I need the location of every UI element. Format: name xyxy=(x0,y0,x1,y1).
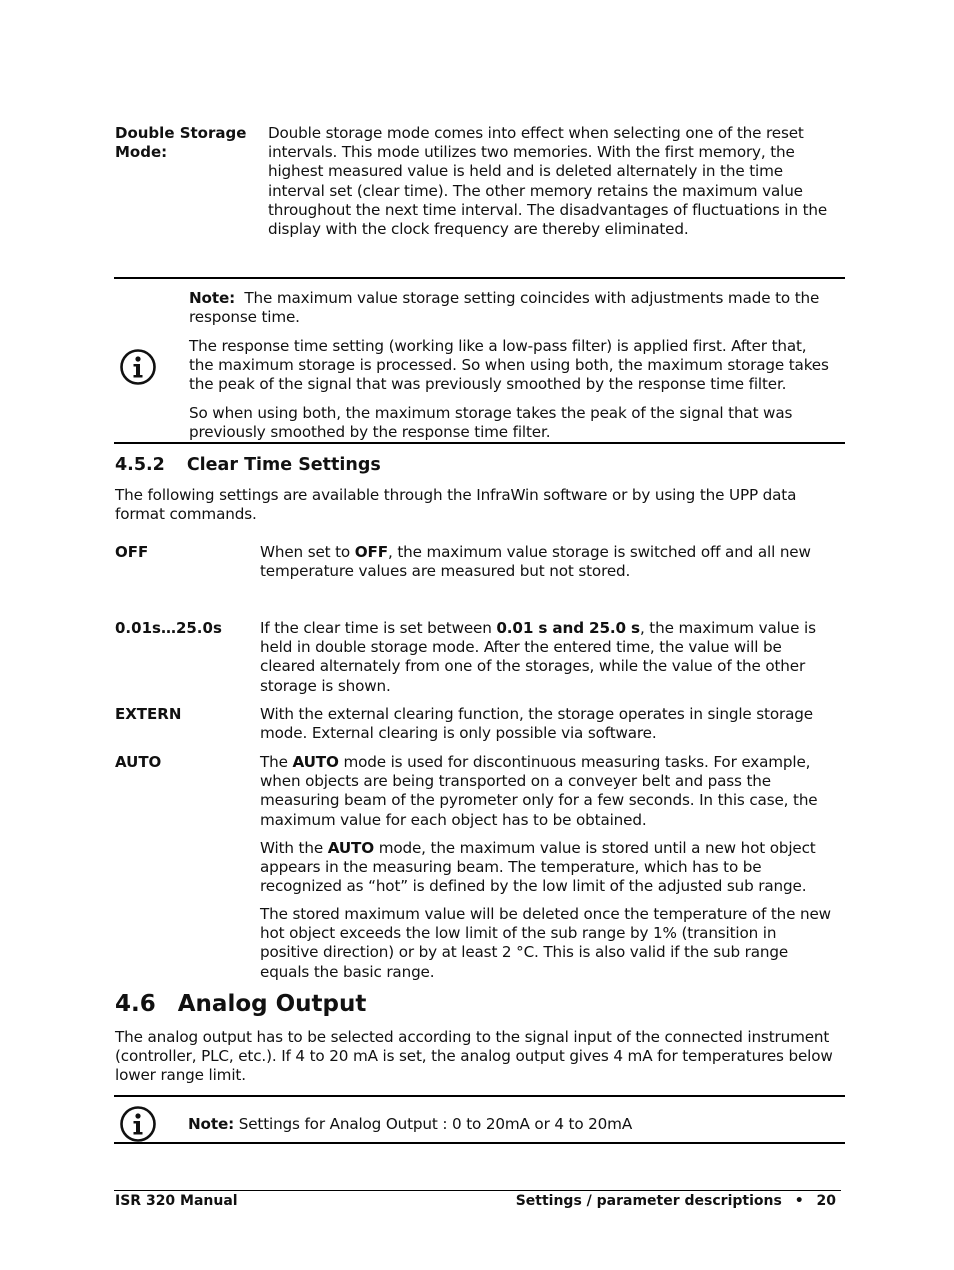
text-bold: 0.01 s and 25.0 s xyxy=(496,619,640,637)
analog-intro: The analog output has to be selected according to the signal input of the connected instrument (controller, PLC, etc.). If 4 to 20 mA is set, the analog output gives 4 mA for temperatures below lower range limit. xyxy=(115,1028,833,1085)
note-text-1: The maximum value storage setting coincides with adjustments made to the response time. xyxy=(189,289,820,327)
note-top-rule xyxy=(114,277,845,279)
section-heading-4-6 xyxy=(115,991,366,1017)
footer-bullet: • xyxy=(794,1193,804,1209)
setting-desc-auto-2 xyxy=(260,839,838,897)
setting-desc-extern: With the external clearing function, the storage operates in single storage mode. External clearing is only possible via software. xyxy=(260,705,813,743)
text: mode, the maximum value is stored until a new hot object appears in the measuring beam. The temperature, which has to be recognized as “hot” is defined by the low limit of the adjusted sub range. xyxy=(260,839,816,896)
setting-desc-range xyxy=(260,619,838,696)
text: With the xyxy=(260,839,328,857)
setting-desc-off xyxy=(260,543,838,581)
section-number: 4.5.2 xyxy=(115,455,165,475)
footer-section-page xyxy=(516,1193,836,1209)
section-intro: The following settings are available through the InfraWin software or by using the UPP data format commands. xyxy=(115,486,797,524)
info-icon xyxy=(119,348,157,386)
double-storage-text: Double storage mode comes into effect when selecting one of the reset intervals. This mode utilizes two memories. With the first memory, the highest measured value is held and is deleted alternately in the time interval set (clear time). The other memory retains the maximum value throughout the next time interval. The disadvantages of fluctuations in the display with the clock frequency are thereby eliminated. xyxy=(268,124,828,239)
footer-rule xyxy=(114,1190,841,1191)
note-label: Note: xyxy=(189,289,236,307)
text: mode is used for discontinuous measuring tasks. For example, when objects are being transported on a conveyer belt and pass the measuring beam of the pyrometer only for a few seconds. In this case, the maximum value for each object has to be obtained. xyxy=(260,753,818,829)
text-bold: AUTO xyxy=(327,839,375,857)
setting-term-auto: AUTO xyxy=(115,753,162,771)
double-storage-term: Double Storage Mode: xyxy=(115,124,247,162)
setting-desc-auto-3: The stored maximum value will be deleted once the temperature of the new hot object exceeds the low limit of the sub range by 1% (transition in positive direction) or by at least 2 °C. This is also valid if the sub range equals the basic range. xyxy=(260,905,831,981)
setting-term-extern: EXTERN xyxy=(115,705,182,723)
text: , the maximum value is held in double storage mode. After the entered time, the value will be cleared alternately from one of the storages, while the value of the other storage is shown. xyxy=(260,619,816,695)
setting-term-off: OFF xyxy=(115,543,149,561)
setting-term-range: 0.01s…25.0s xyxy=(115,619,222,637)
note-text: Settings for Analog Output : 0 to 20mA or 4 to 20mA xyxy=(238,1115,633,1133)
footer-manual-title: ISR 320 Manual xyxy=(115,1193,238,1209)
footer-section: Settings / parameter descriptions xyxy=(515,1193,782,1209)
note-paragraph-3: So when using both, the maximum storage takes the peak of the signal that was previously smoothed by the response time filter. xyxy=(189,404,793,442)
text: , the maximum value storage is switched off and all new temperature values are measured but not stored. xyxy=(260,543,811,581)
section-title: Clear Time Settings xyxy=(186,455,381,475)
text: When set to xyxy=(260,543,355,561)
info-icon xyxy=(119,1105,157,1143)
note-bottom-rule xyxy=(114,1142,845,1144)
section-number: 4.6 xyxy=(115,991,156,1017)
note-label: Note: xyxy=(188,1115,235,1133)
section-title: Analog Output xyxy=(177,991,367,1017)
section-heading-4-5-2 xyxy=(115,455,381,475)
note-top-rule xyxy=(114,1095,845,1097)
page-number: 20 xyxy=(816,1193,836,1209)
setting-desc-auto-1 xyxy=(260,753,838,830)
note-paragraph-1 xyxy=(189,289,829,327)
note-analog-output xyxy=(188,1115,828,1134)
note-bottom-rule xyxy=(114,442,845,444)
text-bold: AUTO xyxy=(292,753,339,771)
text: If the clear time is set between xyxy=(260,619,497,637)
text: The xyxy=(260,753,293,771)
note-paragraph-2: The response time setting (working like a low-pass filter) is applied first. After that, the maximum storage is processed. So when using both, the maximum storage takes the peak of the signal that was previously smoothed by the response time filter. xyxy=(189,337,829,394)
text-bold: OFF xyxy=(354,543,388,561)
